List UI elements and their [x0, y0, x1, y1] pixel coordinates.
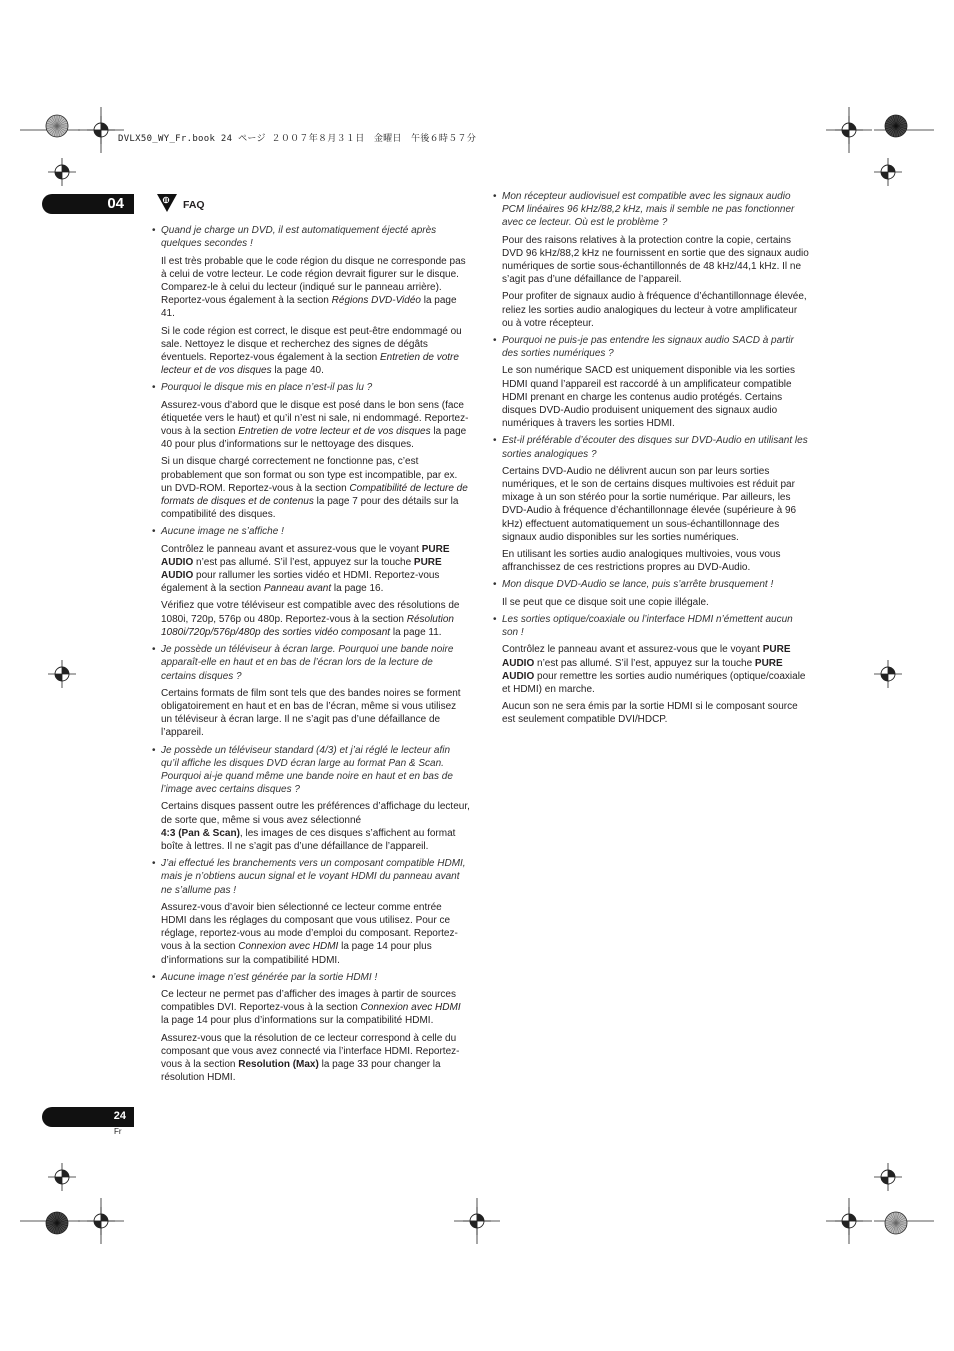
page-number: 24: [113, 1110, 126, 1122]
faq-answer-paragraph: [150, 1032, 470, 1085]
answer-text: Ce lecteur ne permet pas d’afficher des images à partir de sources compatibles DVI. Reportez-vous à la section: [161, 988, 456, 1014]
cross-reference: Entretien de votre lecteur et de vos disques: [161, 352, 459, 377]
answer-text: Assurez-vous d’avoir bien sélectionné ce lecteur comme entrée HDMI dans les réglages du composant que vous utilisez. Pour ce réglage, reportez-vous au mode d’emploi du composant. Reportez-vous à la section: [161, 901, 458, 953]
faq-answer-paragraph: [491, 700, 811, 726]
cross-reference: Résolution 1080i/720p/576p/480p des sorties vidéo composant: [161, 613, 454, 638]
faq-answer-paragraph: [150, 599, 470, 639]
bold-term: Resolution (Max): [238, 1058, 319, 1070]
answer-text: Vérifiez que votre téléviseur est compatible avec des résolutions de 1080i, 720p, 576p ou 480p. Reportez-vous à la section: [161, 600, 460, 625]
faq-answer-paragraph: [150, 988, 470, 1028]
faq-question: • Je possède un téléviseur standard (4/3) et j’ai réglé le lecteur afin qu’il affiche les disques DVD écran large au format Pan & Scan. Pourquoi ai-je quand même une bande noire en haut et en bas de l’image avec certains disques ?: [150, 744, 470, 797]
answer-text: Aucun son ne sera émis par la sortie HDMI si le composant source est seulement compatible DVI/HDCP.: [502, 701, 798, 726]
faq-heading: [156, 193, 470, 217]
right-column: [491, 190, 811, 731]
answer-text: Pour des raisons relatives à la protection contre la copie, certains DVD 96 kHz/88,2 kHz ne fournissent en sortie que des signaux audio numériques de sortie sous-échantillonnés de 48 kHz/44,1 kHz. Il ne s’agit pas d’une défaillance de l’appareil.: [502, 234, 809, 286]
answer-text: n’est pas allumé. S’il l’est, appuyez sur la touche: [193, 556, 414, 568]
chapter-tab: [42, 194, 134, 214]
cross-reference: Connexion avec HDMI: [360, 1002, 461, 1014]
faq-answer-paragraph: [150, 255, 470, 321]
answer-text: Si un disque chargé correctement ne fonctionne pas, c’est probablement que son format ou son type est incompatible, par ex. un DVD-ROM. Reportez-vous à la section: [161, 456, 458, 494]
faq-question: • Quand je charge un DVD, il est automatiquement éjecté après quelques secondes !: [150, 224, 470, 250]
cross-reference: Panneau avant: [263, 583, 332, 595]
answer-text: n’est pas allumé. S’il l’est, appuyez sur la touche: [534, 657, 755, 669]
faq-question: • Pourquoi le disque mis en place n’est-il pas lu ?: [150, 381, 470, 394]
answer-text: la page 40.: [271, 365, 324, 377]
print-header-line: DVLX50_WY_Fr.book 24 ページ ２００７年８月３１日 金曜日 午後６時５７分: [118, 134, 477, 144]
bold-term: PURE AUDIO: [161, 543, 450, 568]
answer-text: Assurez-vous d’abord que le disque est posé dans le bon sens (face étiquetée vers le haut) et qu’il n’est ni sale, ni endommagé. Reportez-vous à la section: [161, 399, 469, 438]
faq-answer-paragraph: [491, 234, 811, 287]
left-column: [150, 193, 470, 1088]
bold-term: 4:3 (Pan & Scan): [161, 827, 240, 839]
answer-text: Certains disques passent outre les préférences d’affichage du lecteur, de sorte que, même si vous avez sélectionné: [161, 801, 470, 826]
answer-text: Certains DVD-Audio ne délivrent aucun son par leurs sorties numériques, et le son de certains disques multivoies est réduit par mixage à un son stéréo pour la sortie numérique. Par ailleurs, les DVD-Audio à fréquence d’échantillonnage élevée (supérieure à 96 kHz) effectuent automatiquement un sous-échantillonnage des signaux audio disponibles sur les sorties numériques.: [502, 465, 797, 543]
faq-list-left: [150, 224, 470, 1084]
faq-question: • Je possède un téléviseur à écran large. Pourquoi une bande noire apparaît-elle en haut et en bas de l’écran lors de la lecture de certains disques ?: [150, 643, 470, 683]
answer-text: pour remettre les sorties audio numériques (optique/coaxiale et HDMI) en marche.: [502, 670, 806, 695]
answer-text: , les images de ces disques s’affichent au format boîte à lettres. Il ne s’agit pas d’une défaillance de l’appareil.: [161, 827, 456, 852]
answer-text: la page 41.: [161, 295, 457, 320]
cross-reference: Compatibilité de lecture de formats de disques et de contenus: [161, 482, 468, 508]
cross-reference: Connexion avec HDMI: [238, 941, 339, 953]
faq-answer-paragraph: [150, 687, 470, 740]
faq-answer-paragraph: [491, 465, 811, 544]
answer-text: Contrôlez le panneau avant et assurez-vous que le voyant: [502, 644, 763, 656]
faq-answer-paragraph: [491, 643, 811, 696]
answer-text: Pour profiter de signaux audio à fréquence d’échantillonnage élevée, reliez les sorties audio analogiques du lecteur à votre amplificateur ou à votre récepteur.: [502, 291, 807, 329]
faq-answer-paragraph: [150, 543, 470, 596]
answer-text: la page 14 pour plus d’informations sur la compatibilité HDMI.: [161, 1015, 434, 1027]
faq-answer-paragraph: [150, 325, 470, 378]
faq-question: • J’ai effectué les branchements vers un composant compatible HDMI, mais je n’obtiens aucun signal et le voyant HDMI du panneau avant ne s’allume pas !: [150, 857, 470, 897]
answer-text: Contrôlez le panneau avant et assurez-vous que le voyant: [161, 543, 422, 555]
answer-text: la page 33 pour changer la résolution HDMI.: [161, 1058, 441, 1084]
faq-answer-paragraph: [491, 548, 811, 574]
faq-list-right: [491, 190, 811, 727]
answer-text: la page 7 pour des détails sur la compatibilité des disques.: [161, 496, 459, 521]
faq-question: • Est-il préférable d’écouter des disques sur DVD-Audio en utilisant les sorties analogiques ?: [491, 434, 811, 460]
chapter-number: 04: [107, 195, 124, 212]
faq-answer-paragraph: [491, 596, 811, 609]
cross-reference: Entretien de votre lecteur et de vos disques: [238, 426, 431, 438]
warning-hand-icon: [156, 193, 178, 217]
faq-answer-paragraph: [150, 455, 470, 521]
faq-question: • Les sorties optique/coaxiale ou l’interface HDMI n’émettent aucun son !: [491, 613, 811, 639]
answer-text: pour rallumer les sorties vidéo et HDMI. Reportez-vous également à la section: [161, 570, 440, 595]
cross-reference: Régions DVD-Vidéo: [331, 295, 421, 307]
answer-text: la page 40 pour plus d’informations sur le nettoyage des disques.: [161, 426, 467, 451]
answer-text: la page 14 pour plus d’informations sur la compatibilité HDMI.: [161, 941, 432, 966]
bold-term: PURE AUDIO: [502, 657, 783, 682]
answer-text: la page 16.: [331, 583, 384, 595]
page-language: Fr: [114, 1127, 122, 1136]
faq-question: • Pourquoi ne puis-je pas entendre les signaux audio SACD à partir des sorties numériques ?: [491, 334, 811, 360]
answer-text: Assurez-vous que la résolution de ce lecteur correspond à celle du composant que vous avez connecté via l’interface HDMI. Reportez-vous à la section: [161, 1032, 460, 1070]
answer-text: Certains formats de film sont tels que des bandes noires se forment obligatoirement en haut et en bas de l’écran, même si vous utilisez un téléviseur à écran large. Il ne s’agit pas d’une défaillance de l’appareil.: [161, 687, 461, 739]
section-title: FAQ: [183, 198, 205, 211]
answer-text: En utilisant les sorties audio analogiques multivoies, vous vous affranchissez de ces restrictions propres au DVD-Audio.: [502, 549, 781, 574]
faq-question: • Mon récepteur audiovisuel est compatible avec les signaux audio PCM linéaires 96 kHz/88,2 kHz, mais il semble ne pas fonctionner avec ce lecteur. Où est le problème ?: [491, 190, 811, 230]
faq-answer-paragraph: [150, 800, 470, 853]
answer-text: la page 11.: [390, 626, 442, 638]
answer-text: Si le code région est correct, le disque est peut-être endommagé ou sale. Nettoyez le disque et recherchez des signes de dégâts éventuels. Reportez-vous également à la section: [161, 325, 462, 364]
faq-question: • Aucune image ne s’affiche !: [150, 525, 470, 538]
bold-term: PURE AUDIO: [502, 644, 791, 669]
answer-text: Il se peut que ce disque soit une copie illégale.: [502, 596, 709, 608]
page-number-tab: [42, 1107, 134, 1127]
faq-question: • Aucune image n’est générée par la sortie HDMI !: [150, 971, 470, 984]
faq-answer-paragraph: [150, 901, 470, 967]
bold-term: PURE AUDIO: [161, 556, 442, 582]
faq-question: • Mon disque DVD-Audio se lance, puis s’arrête brusquement !: [491, 578, 811, 591]
faq-answer-paragraph: [491, 364, 811, 430]
answer-text: Il est très probable que le code région du disque ne corresponde pas à celui de votre lecteur. Le code région devrait figurer sur le disque. Comparez-le à celui du lecteur (indiqué sur le panneau arrière). Reportez-vous également à la section: [161, 255, 466, 307]
answer-text: Le son numérique SACD est uniquement disponible via les sorties HDMI quand l’appareil est raccordé à un amplificateur compatible HDMI prenant en charge les contenus audio protégés. Certains disques DVD-Audio produisent uniquement des signaux audio numériques à travers les sorties HDMI.: [502, 365, 795, 430]
faq-answer-paragraph: [150, 399, 470, 452]
faq-answer-paragraph: [491, 290, 811, 330]
